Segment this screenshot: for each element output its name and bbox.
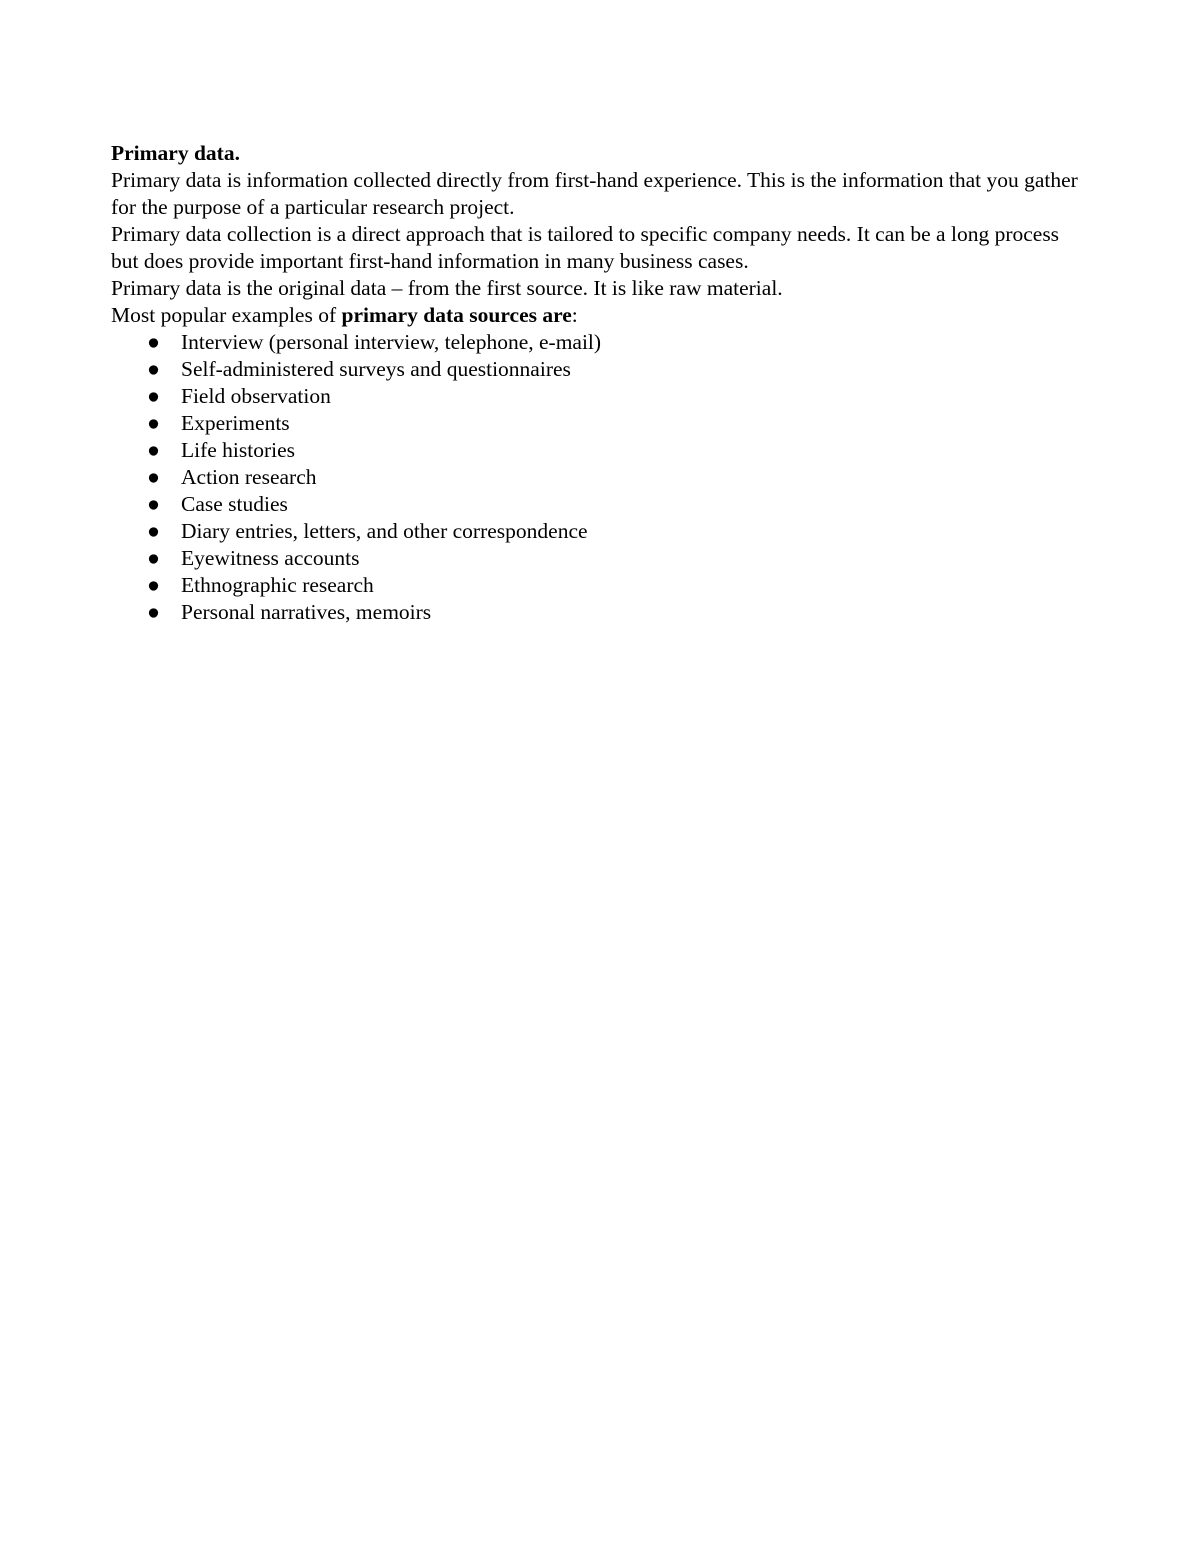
paragraph: Primary data is the original data – from the first source. It is like raw material. <box>111 276 783 300</box>
examples-intro-suffix: : <box>571 303 578 327</box>
bullet-icon: ● <box>147 492 160 516</box>
list-item-text: Experiments <box>181 411 290 435</box>
list-item <box>111 383 1091 410</box>
list-item-text: Diary entries, letters, and other correspondence <box>181 519 588 543</box>
list-item <box>111 491 1091 518</box>
bullet-icon: ● <box>147 546 160 570</box>
document-body <box>111 140 1091 626</box>
list-item-text: Action research <box>181 465 317 489</box>
examples-intro-prefix: Most popular examples of <box>111 303 342 327</box>
list-item-text: Field observation <box>181 384 331 408</box>
list-item-text: Self-administered surveys and questionnaires <box>181 357 571 381</box>
list-item <box>111 437 1091 464</box>
list-item <box>111 410 1091 437</box>
examples-intro <box>111 302 1091 329</box>
bullet-icon: ● <box>147 573 160 597</box>
bullet-icon: ● <box>147 357 160 381</box>
list-item-text: Personal narratives, memoirs <box>181 600 432 624</box>
bullet-icon: ● <box>147 411 160 435</box>
bullet-icon: ● <box>147 384 160 408</box>
paragraph: Primary data is information collected directly from first-hand experience. This is the information that you gather for the purpose of a particular research project. <box>111 168 1078 219</box>
list-item <box>111 518 1091 545</box>
list-item <box>111 599 1091 626</box>
section-heading: Primary data. <box>111 141 240 165</box>
list-item-text: Life histories <box>181 438 296 462</box>
list-item <box>111 545 1091 572</box>
list-item-text: Case studies <box>181 492 288 516</box>
bullet-icon: ● <box>147 465 160 489</box>
list-item <box>111 572 1091 599</box>
bullet-icon: ● <box>147 438 160 462</box>
list-item <box>111 356 1091 383</box>
list-item <box>111 464 1091 491</box>
bullet-icon: ● <box>147 519 160 543</box>
paragraph: Primary data collection is a direct approach that is tailored to specific company needs. It can be a long process but does provide important first-hand information in many business cases. <box>111 222 1060 273</box>
bullet-icon: ● <box>147 600 160 624</box>
list-item-text: Interview (personal interview, telephone, e-mail) <box>181 330 602 354</box>
list-item-text: Ethnographic research <box>181 573 374 597</box>
list-item-text: Eyewitness accounts <box>181 546 360 570</box>
examples-intro-bold: primary data sources are <box>341 303 572 327</box>
list-item <box>111 329 1091 356</box>
sources-list <box>111 329 1091 626</box>
bullet-icon: ● <box>147 330 160 354</box>
